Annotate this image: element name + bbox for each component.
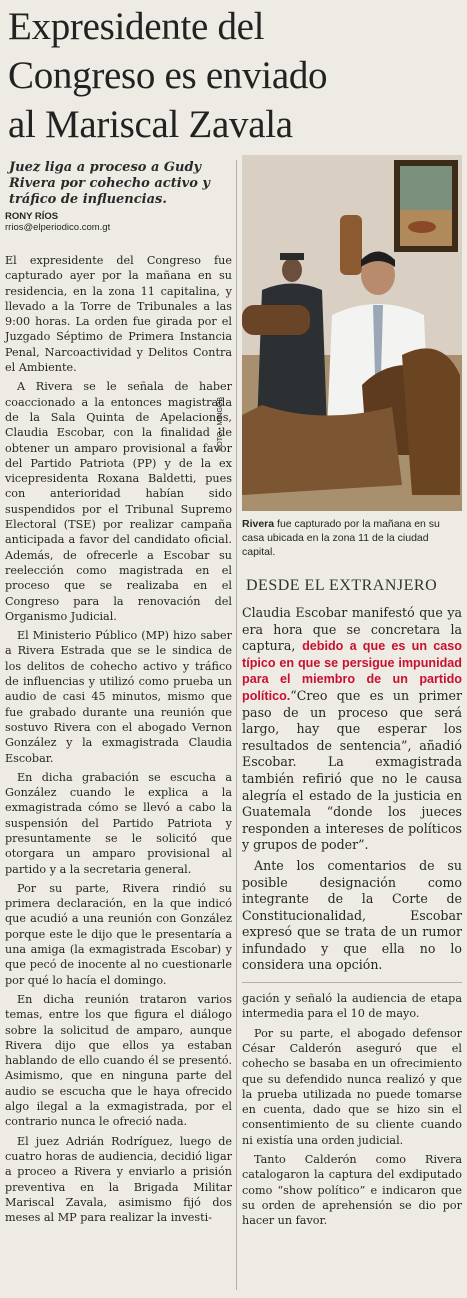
paragraph: A Rivera se le señala de haber coaccionado a la entonces magistrada de la Sala Quinta de Apelaciones, Claudia Escobar, con la finalidad de obtener un amparo provisional a favor del Partido Patriota (PP) y de la ex vicepresidenta Roxana Baldetti, pues con anterioridad habían sido suspendidos por el Tribunal Supremo Electoral (TSE) por realizar campaña anticipada a favor del candidato oficial. Además, de ofrecerle a Escobar su reelección como magistrada en el proceso que se realizaba en el Congreso para la renovación del Organismo Judicial.	[5, 380, 232, 623]
article-body	[5, 253, 232, 1225]
quote-paragraph-2: Ante los comentarios de su posible designación como integrante de la Corte de Constitucionalidad, Escobar expresó que se trata de un rumor infundado y que ella no lo considera una opción.	[242, 857, 462, 973]
paragraph: El Ministerio Público (MP) hizo saber a Rivera Estrada que se le sindica de los delitos de cohecho activo y tráfico de influencias y utilizó como prueba un audio de casi 45 minutos, mismo que fue grabado durante una reunión que sostuvo Rivera con el abogado Vernon González y la exmagistrada Claudia Escobar.	[5, 629, 232, 765]
paragraph: Por su parte, Rivera rindió su primera declaración, en la que indicó que acudió a una reunión con González porque este le dijo que le presentaría a una amiga (la exmagistrada Escobar) y que pecó de inocente al no cuestionarle por qué lo hacía el domingo.	[5, 881, 232, 987]
section-subhead: DESDE EL EXTRANJERO	[246, 577, 438, 594]
photo-credit: FOTO • MINGOB	[217, 396, 224, 451]
quote-intro: Claudia Escobar manifestó que ya era hora que se concretara la captura,	[242, 605, 462, 654]
paragraph: gación y señaló la audiencia de etapa intermedia para el 10 de mayo.	[242, 992, 462, 1021]
paragraph: En dicha reunión trataron varios temas, entre los que figura el diálogo sobre la solicitud de amparo, aunque Rivera dijo que ellos ya estaban hablando de ello cuando él se presentó. Asimismo, que en ninguna parte del audio se escucha que le haya ofrecido algo ilegal a la exmagistrada, por el contrario nunca le ofreció nada.	[5, 992, 232, 1129]
paragraph: El expresidente del Congreso fue capturado ayer por la mañana en su residencia, en la zona 11 capitalina, y llevado a la Torre de Tribunales a las 9:00 horas. La orden fue girada por el Juzgado Séptimo de Primera Instancia Penal, Narcoactividad y Delitos Contra el Ambiente.	[5, 254, 232, 375]
news-photo	[217, 155, 462, 511]
deck: Juez liga a proceso a Gudy Rivera por cohecho activo y tráfico de influencias.	[9, 160, 210, 207]
photo-illustration	[242, 155, 462, 511]
section-divider	[242, 982, 462, 983]
article-continuation	[242, 991, 462, 1228]
paragraph: Tanto Calderón como Rivera catalogaron la captura del exdiputado como “show político” e indicaron que su orden de aprehensión se dio por hacer un favor.	[242, 1153, 462, 1228]
headline-line: al Mariscal Zavala	[8, 103, 293, 146]
caption-text: fue capturado por la mañana en su casa ubicada en la zona 11 de la ciudad capital.	[242, 518, 440, 558]
left-column	[5, 160, 232, 1229]
paragraph: Por su parte, el abogado defensor César Calderón aseguró que el cohecho se basaba en un ofrecimiento que su defendido nunca realizó y que la prueba utilizada no puede tomarse en cuenta, dado que se hizo sin el consentimiento de su cliente cuando ni existía una orden judicial.	[242, 1026, 462, 1147]
author-email: rrios@elperiodico.com.gt	[5, 222, 111, 233]
quote-rest: “Creo que es un primer paso de un proceso que será largo, hay que esperar los resultados de sentencia”, añadió Escobar. La exmagistrada también refirió que no le causa alegría el estado de la justicia en Guatemala “donde los jueces responden a intereses de políticos y grupos de poder”.	[242, 687, 462, 853]
highlighted-quote: debido a que es un caso típico en que se persigue impunidad para el miembro de un partido político.	[242, 639, 462, 703]
byline: RONY RÍOS	[5, 211, 59, 222]
headline-line: Congreso es enviado	[8, 54, 328, 97]
headline	[8, 2, 460, 149]
quote-paragraph	[242, 605, 462, 854]
caption-lead: Rivera	[242, 518, 275, 530]
headline-line: Expresidente del	[8, 5, 265, 48]
photo-caption	[242, 517, 462, 559]
paragraph: En dicha grabación se escucha a González cuando le explica a la exmagistrada cómo se llevó a cabo la suspensión del Partido Patriota y presuntamente se le solicitó que otorgara un amparo provisional al partido y a la secretaria general.	[5, 770, 232, 876]
right-column	[217, 155, 462, 1233]
paragraph: El juez Adrián Rodríguez, luego de cuatro horas de audiencia, decidió ligar a proceo a Rivera y enviarlo a prisión preventiva en la Brigada Militar Mariscal Zavala, asimismo fijó dos meses al MP para realizar la investi-	[5, 1134, 232, 1225]
column-divider	[236, 160, 237, 1290]
